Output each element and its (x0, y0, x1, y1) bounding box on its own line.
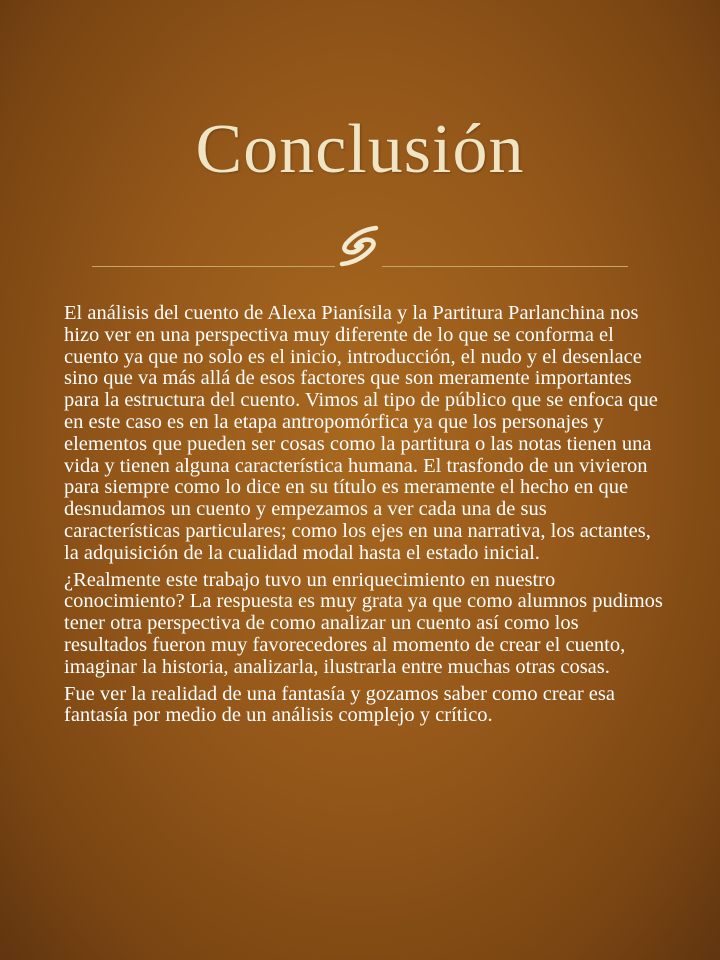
conclusion-body (64, 303, 664, 732)
swirl-ornament-icon (336, 222, 382, 270)
divider-line-right (382, 266, 628, 267)
paragraph-1: El análisis del cuento de Alexa Pianísila y la Partitura Parlanchina nos hizo ver en una perspectiva muy diferente de lo que se conforma el cuento ya que no solo es el inicio, introducción, el nudo y el desenlace sino que va más allá de esos factores que son meramente importantes para la estructura del cuento. Vimos al tipo de público que se enfoca que en este caso es en la etapa antropomórfica ya que los personajes y elementos que pueden ser cosas como la partitura o las notas tienen una vida y tienen alguna característica humana. El trasfondo de un vivieron para siempre como lo dice en su título es meramente el hecho en que desnudamos un cuento y empezamos a ver cada una de sus características particulares; como los ejes en una narrativa, los actantes, la adquisición de la cualidad modal hasta el estado inicial. (64, 302, 658, 564)
divider-line-left (92, 266, 335, 267)
slide-title: Conclusión (195, 111, 525, 188)
paragraph-2: ¿Realmente este trabajo tuvo un enriquecimiento en nuestro conocimiento? La respuesta es muy grata ya que como alumnos pudimos tener otra perspectiva de como analizar un cuento así como los resultados fueron muy favorecedores al momento de crear el cuento, imaginar la historia, analizarla, ilustrarla entre muchas otras cosas. (64, 568, 663, 678)
paragraph-3: Fue ver la realidad de una fantasía y gozamos saber como crear esa fantasía por medio de un análisis complejo y crítico. (64, 682, 615, 727)
title-divider (92, 222, 628, 272)
